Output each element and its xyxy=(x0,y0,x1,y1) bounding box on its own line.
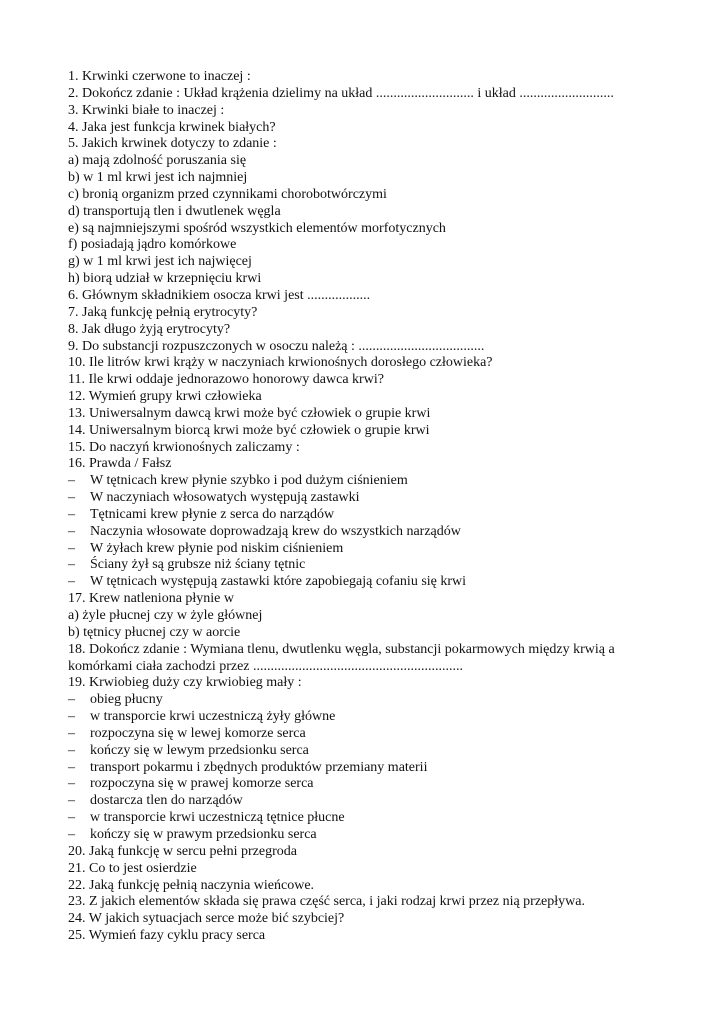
list-item-text: kończy się w lewym przedsionku serca xyxy=(90,742,309,758)
list-item-text: W żyłach krew płynie pod niskim ciśnieniem xyxy=(90,540,344,556)
list-item-text: kończy się w prawym przedsionku serca xyxy=(90,826,317,842)
text-line: a) żyle płucnej czy w żyle głównej xyxy=(68,608,263,623)
text-line: 1. Krwinki czerwone to inaczej : xyxy=(68,69,251,84)
list-dash-marker: – xyxy=(68,776,75,792)
list-item-text: w transporcie krwi uczestniczą tętnice płucne xyxy=(90,810,345,826)
list-dash-marker: – xyxy=(68,692,75,708)
list-dash-marker: – xyxy=(68,810,75,826)
dash-list-item xyxy=(68,793,668,810)
text-line: 14. Uniwersalnym biorcą krwi może być człowiek o grupie krwi xyxy=(68,422,430,438)
list-dash-marker: – xyxy=(68,506,75,522)
text-line: 21. Co to jest osierdzie xyxy=(68,860,197,876)
dash-list-item xyxy=(68,557,668,574)
text-line: 25. Wymień fazy cyklu pracy serca xyxy=(68,928,266,944)
text-line: b) w 1 ml krwi jest ich najmniej xyxy=(68,170,248,186)
list-dash-marker: – xyxy=(68,473,75,489)
text-line: 18. Dokończ zdanie : Wymiana tlenu, dwutlenku węgla, substancji pokarmowych między krwią a komórkami ciała zachodzi przez ............................................................ xyxy=(68,641,615,674)
dash-list-item xyxy=(68,490,668,507)
list-dash-marker: – xyxy=(68,793,75,809)
worksheet-text xyxy=(68,69,668,945)
text-line: 15. Do naczyń krwionośnych zaliczamy : xyxy=(68,439,300,455)
dash-list-item xyxy=(68,726,668,743)
list-item-text: W tętnicach występują zastawki które zapobiegają cofaniu się krwi xyxy=(90,574,467,590)
list-dash-marker: – xyxy=(68,557,75,573)
list-item-text: dostarcza tlen do narządów xyxy=(90,793,243,809)
list-dash-marker: – xyxy=(68,725,75,741)
text-line: 17. Krew natleniona płynie w xyxy=(68,591,235,607)
text-line: 5. Jakich krwinek dotyczy to zdanie : xyxy=(68,136,277,152)
text-line: 24. W jakich sytuacjach serce może bić szybciej? xyxy=(68,911,345,927)
dash-list-item xyxy=(68,760,668,777)
text-line: 10. Ile litrów krwi krąży w naczyniach krwionośnych dorosłego człowieka? xyxy=(68,355,493,371)
list-item-text: W tętnicach krew płynie szybko i pod dużym ciśnieniem xyxy=(90,473,408,489)
text-line: 22. Jaką funkcję pełnią naczynia wieńcowe. xyxy=(68,877,315,893)
list-dash-marker: – xyxy=(68,709,75,725)
list-dash-marker: – xyxy=(68,540,75,556)
list-item-text: rozpoczyna się w prawej komorze serca xyxy=(90,776,314,792)
dash-list-item xyxy=(68,692,668,709)
text-line: h) biorą udział w krzepnięciu krwi xyxy=(68,271,262,287)
text-line: c) bronią organizm przed czynnikami chorobotwórczymi xyxy=(68,186,387,202)
text-line: e) są najmniejszymi spośród wszystkich elementów morfotycznych xyxy=(68,220,446,236)
dash-list-item xyxy=(68,574,668,591)
dash-list-item xyxy=(68,507,668,524)
list-dash-marker: – xyxy=(68,826,75,842)
text-line: 16. Prawda / Fałsz xyxy=(68,456,172,472)
list-dash-marker: – xyxy=(68,742,75,758)
list-item-text: w transporcie krwi uczestniczą żyły główne xyxy=(90,709,336,725)
text-line: 20. Jaką funkcję w sercu pełni przegroda xyxy=(68,843,297,859)
text-line: 12. Wymień grupy krwi człowieka xyxy=(68,389,262,405)
dash-list-item xyxy=(68,473,668,490)
list-item-text: obieg płucny xyxy=(90,692,163,708)
list-item-text: Naczynia włosowate doprowadzają krew do wszystkich narządów xyxy=(90,523,461,539)
list-item-text: transport pokarmu i zbędnych produktów przemiany materii xyxy=(90,759,428,775)
text-line: a) mają zdolność poruszania się xyxy=(68,153,247,169)
text-line: 13. Uniwersalnym dawcą krwi może być człowiek o grupie krwi xyxy=(68,405,431,421)
text-line: 4. Jaka jest funkcja krwinek białych? xyxy=(68,119,276,135)
dash-list-item xyxy=(68,827,668,844)
text-line: b) tętnicy płucnej czy w aorcie xyxy=(68,624,241,640)
list-item-text: Ściany żył są grubsze niż ściany tętnic xyxy=(90,557,306,573)
text-line: 3. Krwinki białe to inaczej : xyxy=(68,102,225,118)
text-line: 6. Głównym składnikiem osocza krwi jest .................. xyxy=(68,287,371,303)
dash-list-item xyxy=(68,810,668,827)
text-line: 23. Z jakich elementów składa się prawa część serca, i jaki rodzaj krwi przez nią przepływa. xyxy=(68,894,585,910)
list-item-text: W naczyniach włosowatych występują zastawki xyxy=(90,490,360,506)
text-line: 8. Jak długo żyją erytrocyty? xyxy=(68,321,231,337)
dash-list-item xyxy=(68,524,668,541)
list-item-text: Tętnicami krew płynie z serca do narządów xyxy=(90,506,335,522)
text-line: 9. Do substancji rozpuszczonych w osoczu należą : .................................... xyxy=(68,338,485,354)
text-line: 19. Krwiobieg duży czy krwiobieg mały : xyxy=(68,675,302,691)
text-line: d) transportują tlen i dwutlenek węgla xyxy=(68,203,281,219)
list-dash-marker: – xyxy=(68,523,75,539)
dash-list-item xyxy=(68,743,668,760)
list-item-text: rozpoczyna się w lewej komorze serca xyxy=(90,725,306,741)
dash-list-item xyxy=(68,709,668,726)
text-line: 2. Dokończ zdanie : Układ krążenia dzielimy na układ ............................ i układ ........................... xyxy=(68,85,614,101)
dash-list-item xyxy=(68,776,668,793)
list-dash-marker: – xyxy=(68,490,75,506)
list-dash-marker: – xyxy=(68,574,75,590)
text-line: 11. Ile krwi oddaje jednorazowo honorowy dawca krwi? xyxy=(68,372,384,388)
dash-list-item xyxy=(68,541,668,558)
list-dash-marker: – xyxy=(68,759,75,775)
text-line: 7. Jaką funkcję pełnią erytrocyty? xyxy=(68,304,258,320)
text-line: g) w 1 ml krwi jest ich najwięcej xyxy=(68,254,252,270)
text-line: f) posiadają jądro komórkowe xyxy=(68,237,237,253)
